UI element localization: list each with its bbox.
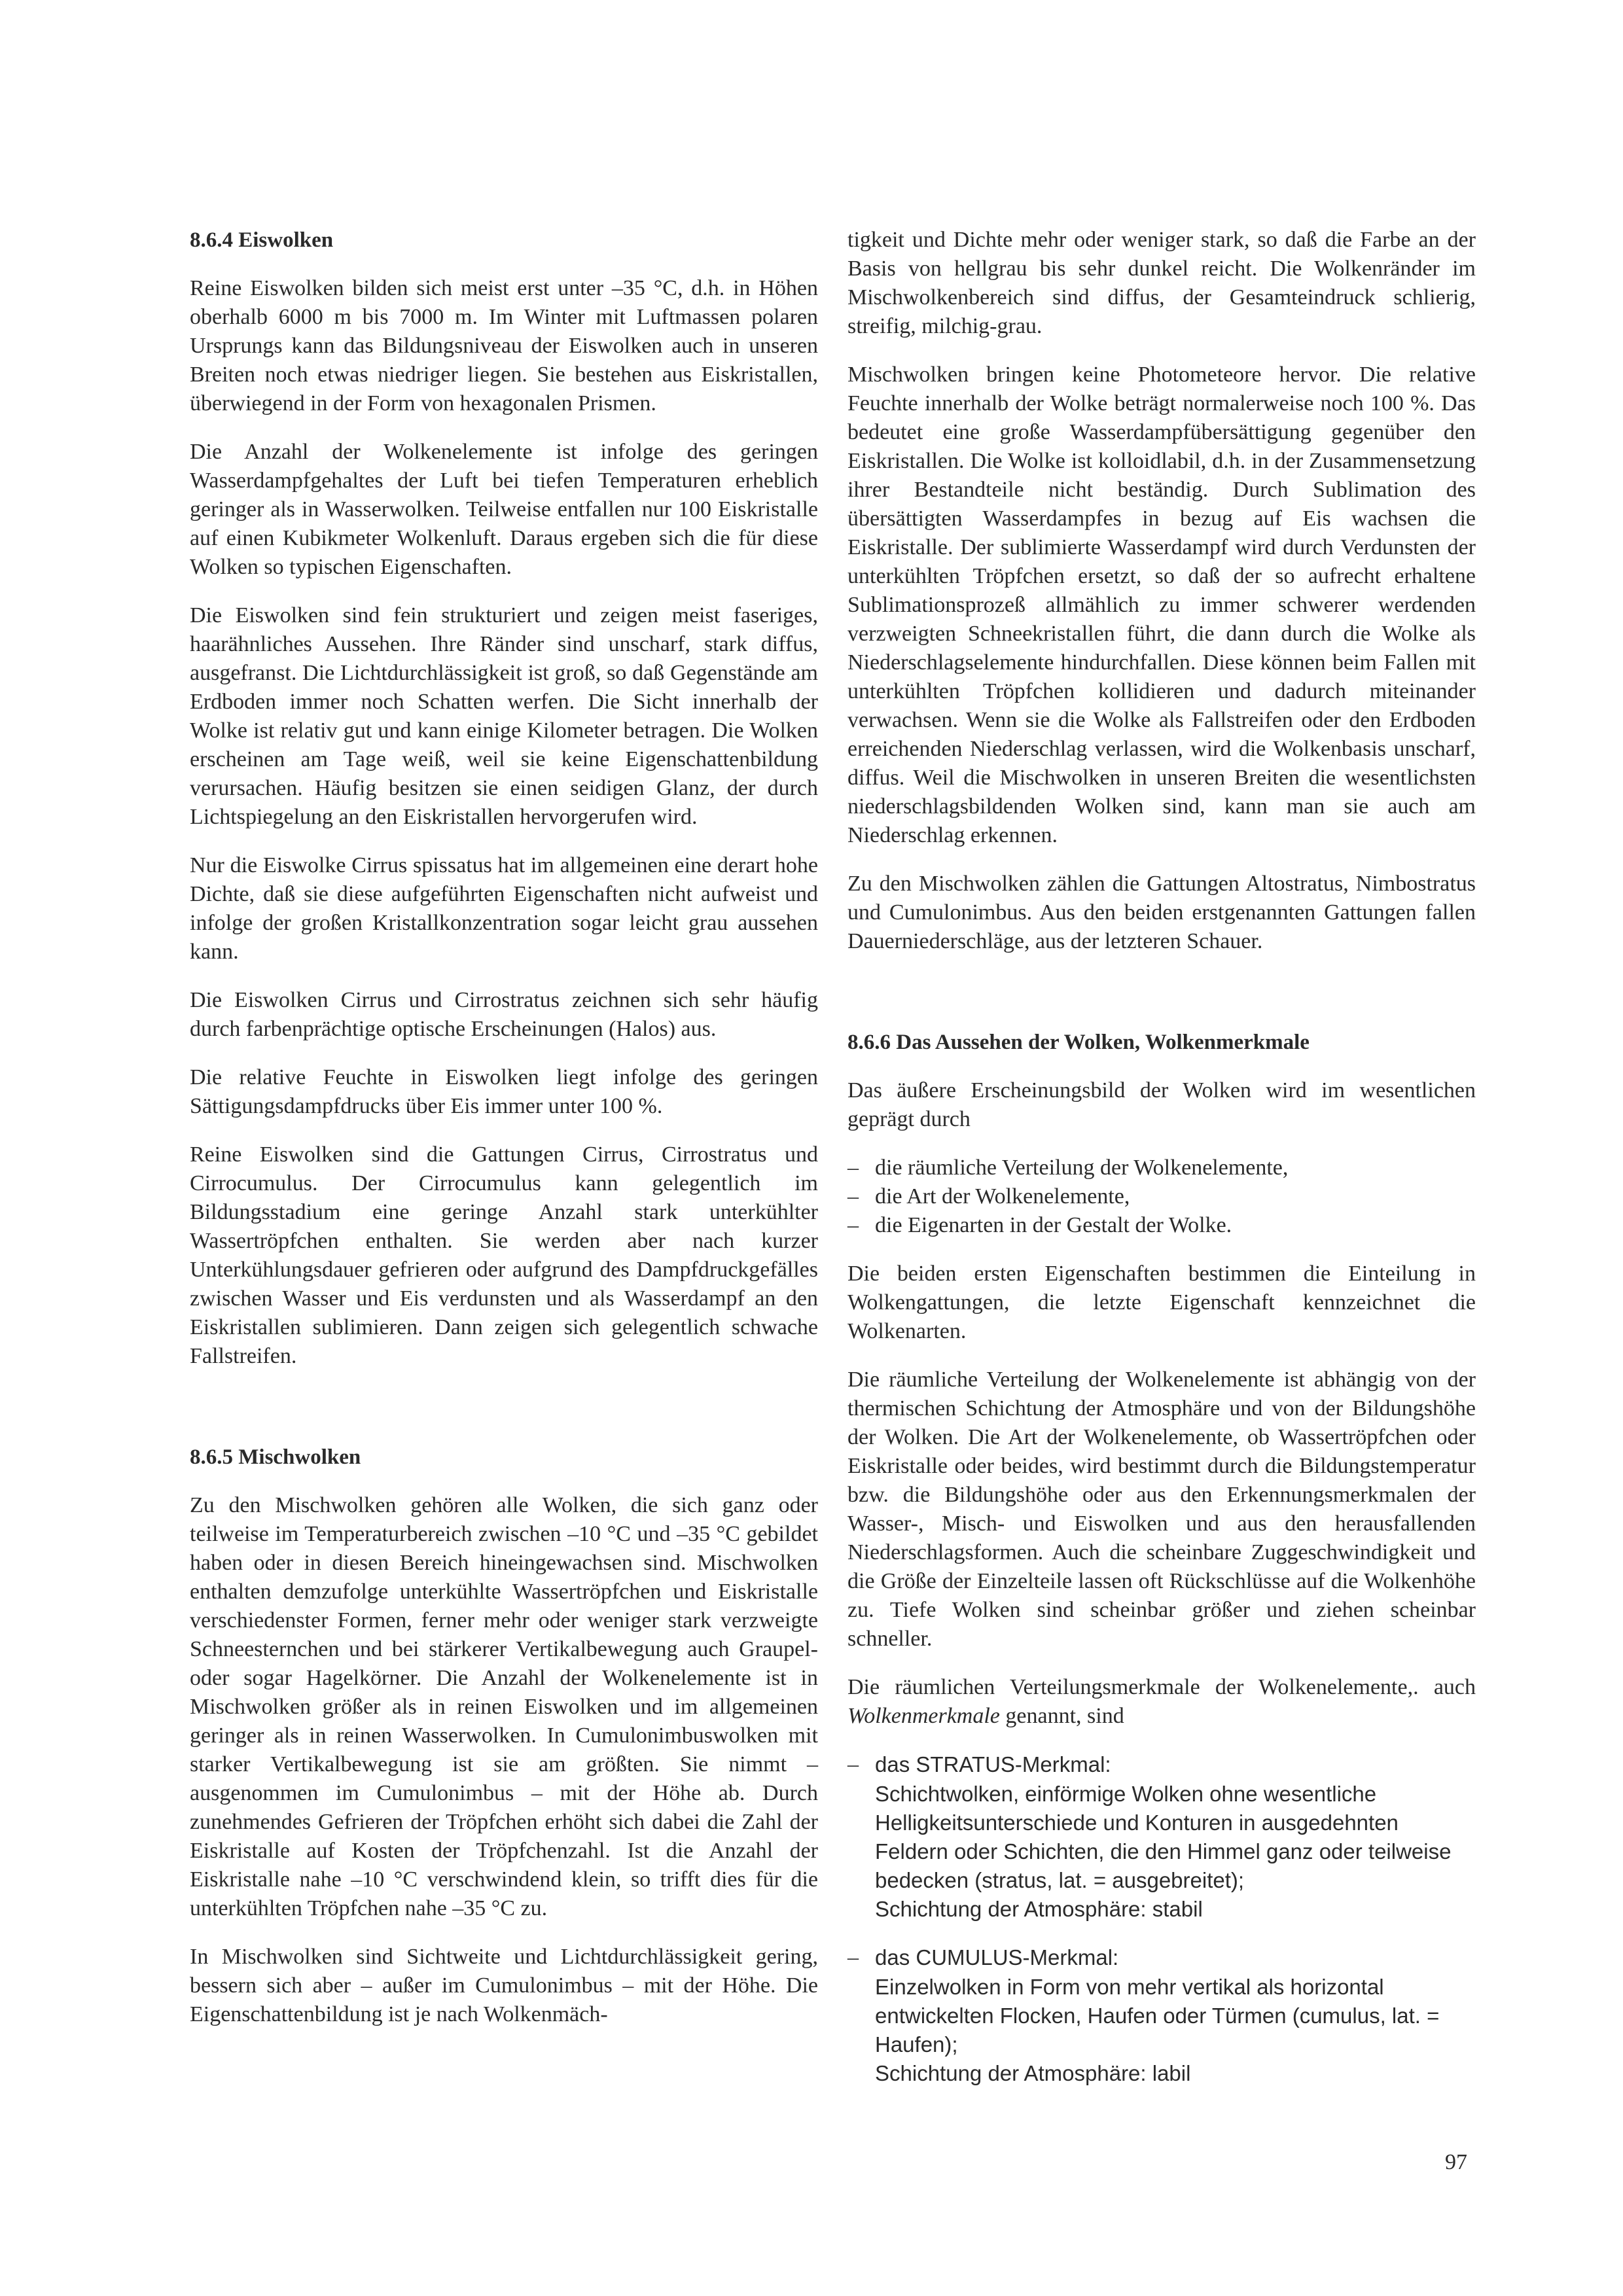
feature-title: das STRATUS-Merkmal:: [875, 1752, 1111, 1776]
feature-cumulus: [847, 1943, 1476, 2088]
list-item: – die Art der Wolkenelemente,: [847, 1182, 1476, 1211]
paragraph: Zu den Mischwolken zählen die Gattungen Altostratus, Nimbostratus und Cumulonimbus. Aus den beiden erstgenannten Gattungen fallen Dauerniederschläge, aus der letzteren Schauer.: [847, 872, 1476, 953]
list-item: – die räumliche Verteilung der Wolkenelemente,: [847, 1154, 1476, 1182]
section-spacer: [190, 1390, 818, 1443]
text-run: genannt, sind: [999, 1704, 1124, 1728]
paragraph: Die Eiswolken sind fein strukturiert und zeigen meist faseriges, haarähnliches Aussehen. Ihre Ränder sind unscharf, stark diffus, ausgefranst. Die Lichtdurchlässigkeit ist groß, so daß Gegenstände am Erdboden immer noch Schatten werfen. Die Sicht innerhalb der Wolke ist relativ gut und kann einige Kilometer betragen. Die Wolken erscheinen am Tage weiß, weil sie keine Eigenschattenbildung verursachen. Häufig besitzen sie einen seidigen Glanz, der durch Lichtspiegelung an den Eiskristallen hervorgerufen wird.: [190, 603, 818, 829]
feature-title: das CUMULUS-Merkmal:: [875, 1945, 1119, 1969]
paragraph: Nur die Eiswolke Cirrus spissatus hat im allgemeinen eine derart hohe Dichte, daß sie diese aufgeführten Eigenschaften nicht aufweist und infolge der großen Kristallkonzentration sogar leicht grau aussehen kann.: [190, 853, 818, 964]
feature-description: Schichtwolken, einförmige Wolken ohne wesentliche Helligkeitsunterschiede und Konturen in ausgedehnten Feldern oder Schichten, die den Himmel ganz oder teilweise bedecken (stratus, lat. = ausgebreitet);: [875, 1782, 1452, 1892]
feature-stratus: [847, 1750, 1476, 1924]
paragraph: Die räumliche Verteilung der Wolkenelemente ist abhängig von der thermischen Schichtung der Atmosphäre und von der Bildungshöhe der Wolken. Die Art der Wolkenelemente, ob Wassertröpfchen oder Eiskristalle oder beides, wird bestimmt durch die Bildungstemperatur bzw. die Bildungshöhe oder aus den Erkennungsmerkmalen der Wasser-, Misch- und Eiswolken und aus den herausfallenden Niederschlagsformen. Auch die scheinbare Zuggeschwindigkeit und die Größe der Einzelteile lassen oft Rückschlüsse auf die Wolkenhöhe zu. Tiefe Wolken sind scheinbar größer und ziehen scheinbar schneller.: [847, 1368, 1476, 1651]
feature-layering: Schichtung der Atmosphäre: labil: [875, 2061, 1191, 2085]
section-heading-8-6-4: 8.6.4 Eiswolken: [190, 228, 334, 252]
paragraph: Die Anzahl der Wolkenelemente ist infolge des geringen Wasserdampfgehaltes der Luft bei tiefen Temperaturen erheblich geringer als in Wasserwolken. Teilweise entfallen nur 100 Eiskristalle auf einen Kubikmeter Wolkenluft. Daraus ergeben sich die für diese Wolken so typischen Eigenschaften.: [190, 440, 818, 579]
dash-list: [847, 1154, 1476, 1240]
text-run: Die räumlichen Verteilungsmerkmale der Wolkenelemente,. auch: [847, 1675, 1476, 1699]
paragraph: tigkeit und Dichte mehr oder weniger stark, so daß die Farbe an der Basis von hellgrau bis sehr dunkel reicht. Die Wolkenränder im Mischwolkenbereich sind diffus, der Gesamteindruck schlierig, streifig, milchig-grau.: [847, 228, 1476, 338]
paragraph: Die beiden ersten Eigenschaften bestimmen die Einteilung in Wolkengattungen, die letzte Eigenschaft kennzeichnet die Wolkenarten.: [847, 1262, 1476, 1343]
left-column: [190, 226, 818, 2049]
feature-layering: Schichtung der Atmosphäre: stabil: [875, 1897, 1203, 1921]
feature-head: [847, 1943, 1476, 1973]
paragraph: Reine Eiswolken bilden sich meist erst unter –35 °C, d.h. in Höhen oberhalb 6000 m bis 7000 m. Im Winter mit Luftmassen polaren Ursprungs kann das Bildungsniveau der Eiswolken auch in unseren Breiten noch etwas niedriger liegen. Sie bestehen aus Eiskristallen, überwiegend in der Form von hexagonalen Prismen.: [190, 276, 818, 415]
paragraph: Reine Eiswolken sind die Gattungen Cirrus, Cirrostratus und Cirrocumulus. Der Cirrocumulus kann gelegentlich im Bildungsstadium eine geringe Anzahl stark unterkühlter Wassertröpfchen enthalten. Sie werden aber nach kurzer Unterkühlungsdauer gefrieren oder aufgrund des Dampfdruckgefälles zwischen Wasser und Eis verdunsten und als Wasserdampf an den Eiskristallen sublimieren. Dann zeigen sich gelegentlich schwache Fallstreifen.: [190, 1142, 818, 1368]
list-item: – die Eigenarten in der Gestalt der Wolke.: [847, 1211, 1476, 1240]
paragraph: In Mischwolken sind Sichtweite und Lichtdurchlässigkeit gering, bessern sich aber – außer im Cumulonimbus – mit der Höhe. Die Eigenschattenbildung ist je nach Wolkenmäch-: [190, 1945, 818, 2026]
paragraph: Mischwolken bringen keine Photometeore hervor. Die relative Feuchte innerhalb der Wolke beträgt normalerweise noch 100 %. Das bedeutet eine große Wasserdampfübersättigung gegenüber den Eiskristallen. Die Wolke ist kolloidlabil, d.h. in der Zusammensetzung ihrer Bestandteile nicht beständig. Durch Sublimation des übersättigten Wasserdampfes in bezug auf Eis wachsen die Eiskristalle. Der sublimierte Wasserdampf wird durch Verdunsten der unterkühlten Tröpfchen ersetzt, so daß der so aufrecht erhaltene Sublimationsprozeß allmählich zu immer schwerer werdenden verzweigten Schneekristallen führt, die dann durch die Wolke als Niederschlagselemente hindurchfallen. Diese können beim Fallen mit unterkühlten Tröpfchen kollidieren und dadurch miteinander verwachsen. Wenn sie die Wolke als Fallstreifen oder den Erdboden erreichenden Niederschlag verlassen, wird die Wolkenbasis unscharf, diffus. Weil die Mischwolken in unseren Breiten die wesentlichsten niederschlagsbildenden Wolken sind, kann man sie auch am Niederschlag erkennen.: [847, 362, 1476, 847]
paragraph: Das äußere Erscheinungsbild der Wolken wird im wesentlichen geprägt durch: [847, 1078, 1476, 1131]
paragraph: Die Eiswolken Cirrus und Cirrostratus zeichnen sich sehr häufig durch farbenprächtige optische Erscheinungen (Halos) aus.: [190, 988, 818, 1041]
page-number: 97: [1445, 2150, 1467, 2174]
feature-head: [847, 1750, 1476, 1780]
section-heading-8-6-5: 8.6.5 Mischwolken: [190, 1445, 361, 1469]
emphasis-term: Wolkenmerkmale: [847, 1704, 1000, 1728]
paragraph: [847, 1673, 1476, 1731]
section-heading-8-6-6: 8.6.6 Das Aussehen der Wolken, Wolkenmerkmale: [847, 1031, 1310, 1054]
section-spacer: [847, 976, 1476, 1028]
right-column: [847, 226, 1476, 2108]
paragraph: Die relative Feuchte in Eiswolken liegt infolge des geringen Sättigungsdampfdrucks über Eis immer unter 100 %.: [190, 1065, 818, 1118]
feature-description: Einzelwolken in Form von mehr vertikal als horizontal entwickelten Flocken, Haufen oder Türmen (cumulus, lat. = Haufen);: [875, 1975, 1440, 2057]
paragraph: Zu den Mischwolken gehören alle Wolken, die sich ganz oder teilweise im Temperaturbereich zwischen –10 °C und –35 °C gebildet haben oder in diesen Bereich hineingewachsen sind. Mischwolken enthalten demzufolge unterkühlte Wassertröpfchen und Eiskristalle verschiedenster Formen, ferner mehr oder weniger stark verzweigte Schneesternchen und bei stärkerer Vertikalbewegung auch Graupel- oder sogar Hagelkörner. Die Anzahl der Wolkenelemente ist in Mischwolken größer als in reinen Eiswolken und im allgemeinen geringer als in reinen Wasserwolken. In Cumulonimbuswolken mit starker Vertikalbewegung ist sie am größten. Sie nimmt – ausgenommen im Cumulonimbus – mit der Höhe ab. Durch zunehmendes Gefrieren der Tröpfchen erhöht sich dabei die Zahl der Eiskristalle auf Kosten der Tröpfchenzahl. Ist die Anzahl der Eiskristalle nahe –10 °C verschwindend klein, so trifft dies für die unterkühlten Tröpfchen nahe –35 °C zu.: [190, 1493, 818, 1920]
